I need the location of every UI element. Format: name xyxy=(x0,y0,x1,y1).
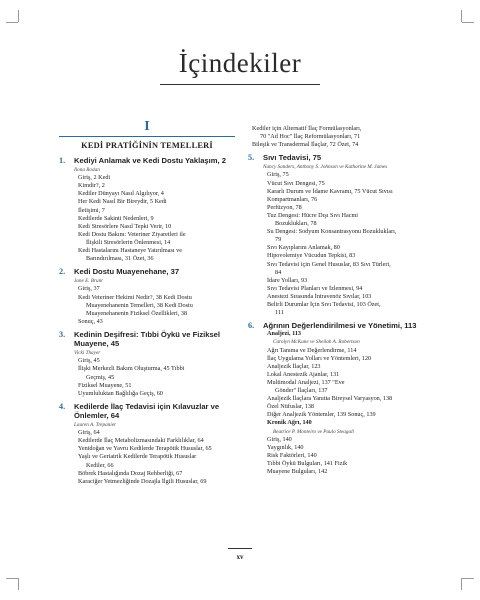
toc-entry: Kimdir?, 2 xyxy=(78,182,105,190)
crop-mark xyxy=(461,10,462,22)
continued-entries xyxy=(248,125,428,149)
toc-entry: Giriş, 2 Kedi xyxy=(78,174,111,182)
crop-mark xyxy=(18,578,19,590)
toc-entry: Kedilerde İlaç Metabolizmasındaki Farklılıklar, 64 xyxy=(78,437,204,445)
page-title: İçindekiler xyxy=(178,48,302,78)
title-divider xyxy=(160,84,320,85)
subsection-title: Kronik Ağrı, 140 xyxy=(267,419,312,427)
toc-entry: Yaşlı ve Geriatrik Kedilerde Terapötik Hususlar Kediler, 66 xyxy=(74,453,235,469)
right-chapter-list xyxy=(248,153,428,476)
crop-mark xyxy=(18,10,19,22)
toc-entry: Her Kedi Nasıl Bir Bireydir, 5 Kedi xyxy=(78,198,167,206)
part-number: I xyxy=(144,119,150,134)
chapter-title: Kedinin Deşifresi: Tıbbi Öykü ve Fiziksel Muayene, 45 xyxy=(74,329,221,349)
toc-entry-continuation: Bozuklukları, 78 xyxy=(275,220,317,228)
chapter-author: Jane E. Brunt xyxy=(74,278,103,285)
chapter-block xyxy=(59,267,235,326)
toc-entry: Bileşik ve Transdermal İlaçlar, 72 Özet, 74 xyxy=(252,141,359,149)
toc-entry: Kedi Stresörlere Nasıl Tepki Verir, 10 xyxy=(78,222,172,230)
toc-entry: Kediler için Alternatif İlaç Formülasyonları, 70 "Ad Hoc" İlaç Reformülasyonları, 71 xyxy=(248,125,428,141)
chapter-author: Vicki Thayer xyxy=(74,350,101,357)
toc-entry: Giriş, 75 xyxy=(267,171,289,179)
chapter-title: Sıvı Tedavisi, 75 xyxy=(263,153,322,163)
toc-entry: Kompartmanları, 76 xyxy=(267,195,318,203)
toc-entry: Risk Faktörleri, 140 xyxy=(267,451,317,459)
toc-entry-continuation: Muayenehanenin Temelleri, 38 Kedi Dostu xyxy=(86,301,193,309)
left-chapter-list xyxy=(59,156,235,486)
crop-mark xyxy=(6,578,18,579)
toc-entry: Böbrek Hastalığında Dozaj Rehberliği, 67 xyxy=(78,469,183,477)
toc-entry: İlişki Merkezli Bakım Oluşturma, 45 Tıbbi Geçmiş, 45 xyxy=(74,365,235,381)
toc-entry: Hipovolemiye Vücudun Tepkisi, 83 xyxy=(267,252,356,260)
crop-mark xyxy=(462,578,474,579)
toc-entry: Kararlı Durum ve İdame Kavramı, 75 Vücut Sıvısı xyxy=(267,187,393,195)
chapter-number: 5. xyxy=(248,153,255,163)
chapter-number: 1. xyxy=(59,156,66,165)
chapter-block xyxy=(248,321,428,476)
toc-entry-continuation: Kediler, 66 xyxy=(86,461,114,469)
toc-entry: Giriş, 37 xyxy=(78,285,100,293)
subsection-title: Analjezi, 113 xyxy=(267,330,302,338)
chapter-number: 4. xyxy=(59,401,66,411)
chapter-title: Ağrının Değerlendirilmesi ve Yönetimi, 113 xyxy=(263,321,417,331)
toc-entry: Diğer Analjezik Yöntemler, 139 Sonuç, 139 xyxy=(267,411,376,419)
toc-entry: Vücut Sıvı Dengesi, 75 xyxy=(267,179,325,187)
chapter-title: Kediyi Anlamak ve Kedi Dostu Yaklaşım, 2 xyxy=(74,156,226,165)
toc-entry-continuation: Gönder" İlaçları, 137 xyxy=(275,387,328,395)
toc-entry: Kedi Dostu Bakım: Veteriner Ziyaretleri ile İlişkili Stresörlerin Önlenmesi, 14 xyxy=(74,231,235,247)
toc-entry: Kedilerde Sakinti Nedenleri, 9 xyxy=(78,214,154,222)
chapter-author: Lauren A. Trepanier xyxy=(74,422,117,429)
chapter-author: Ilona Rodan xyxy=(74,167,100,174)
crop-mark xyxy=(462,22,474,23)
toc-entry: Su Dengesi: Sodyum Konsantrasyonu Bozuklukları, 79 xyxy=(263,228,428,244)
toc-entry: Fiziksel Muayene, 51 xyxy=(78,381,132,389)
toc-entry: Giriş, 140 xyxy=(267,435,292,443)
toc-entry: Giriş, 45 xyxy=(78,357,100,365)
toc-entry-continuation: Barındırılması, 31 Özet, 36 xyxy=(86,255,154,263)
toc-entry: Sıvı Tedavisi Planları ve İzlenmesi, 94 xyxy=(267,284,363,292)
crop-mark xyxy=(461,578,462,590)
part-title: KEDİ PRATİĞİNİN TEMELLERİ xyxy=(81,141,213,150)
toc-entry: İlaç Uygulama Yolları ve Yöntemleri, 120 xyxy=(267,354,372,362)
toc-entry: Multimodal Analjezi, 137 "Eve Gönder" İlaçları, 137 xyxy=(263,379,428,395)
toc-entry: Sıvı Tedavisi için Genel Hususlar, 83 Sıvı Türleri, 84 xyxy=(263,261,428,277)
toc-entry-continuation: 111 xyxy=(275,309,284,317)
toc-entry: Giriş, 64 xyxy=(78,429,100,437)
toc-right-column xyxy=(248,125,428,476)
toc-entry: Lokal Anestezik Ajanlar, 131 xyxy=(267,370,340,378)
chapter-number: 3. xyxy=(59,329,66,339)
chapter-number: 6. xyxy=(248,321,255,331)
toc-left-column xyxy=(59,120,235,486)
toc-entry: Yenidoğan ve Yavru Kedilerde Terapötik Hususlar, 65 xyxy=(78,445,212,453)
toc-entry: Uyumluluktan Bağlılığa Geçiş, 60 xyxy=(78,389,163,397)
toc-entry: İletişimi, 7 xyxy=(78,206,105,214)
subsection-author: Carolyn McKune ve Sheilah A. Robertson xyxy=(273,339,360,346)
toc-entry: Analjezik İlaçlar, 123 xyxy=(267,362,321,370)
toc-entry-continuation: İlişkili Stresörlerin Önlenmesi, 14 xyxy=(86,238,171,246)
toc-entry: Kedi Veteriner Hekimi Nedir?, 38 Kedi Dostu Muayenehanenin Temelleri, 38 Kedi Dostu Muayenehanenin Fiziksel Özellikleri, 38 xyxy=(74,294,235,318)
toc-entry: Tıbbi Öykü Bulguları, 141 Fizik xyxy=(267,459,348,467)
chapter-block xyxy=(59,330,235,398)
toc-entry: Anestezi Sırasında İntravenöz Sıvılar, 103 xyxy=(267,292,372,300)
toc-entry: Sonuç, 43 xyxy=(78,317,103,325)
chapter-block xyxy=(59,156,235,263)
subsection-author: Beatrice P. Monteiro ve Paulo Steagall xyxy=(273,428,354,435)
toc-entry: Yaygınlık, 140 xyxy=(267,443,304,451)
chapter-title: Kedi Dostu Muayenehane, 37 xyxy=(74,267,180,277)
chapter-block xyxy=(59,402,235,486)
chapter-number: 2. xyxy=(59,267,66,277)
toc-entry: Analjezik İlaçlara Yanıtta Bireysel Varyasyon, 138 xyxy=(267,395,393,403)
toc-entry: Belirli Durumlar İçin Sıvı Tedavisi, 103 Özet, 111 xyxy=(263,301,428,317)
toc-entry: Özel Nüfuslar, 138 xyxy=(267,403,315,411)
toc-entry: Kediler Dünyayı Nasıl Algılıyor, 4 xyxy=(78,190,164,198)
toc-entry: Ağrı Tanıma ve Değerlendirme, 114 xyxy=(267,346,357,354)
part-divider xyxy=(59,136,235,137)
toc-entry-continuation: Geçmiş, 45 xyxy=(86,373,115,381)
footer-divider xyxy=(228,548,252,549)
toc-entry: Muayene Bulguları, 142 xyxy=(267,467,328,475)
crop-mark xyxy=(6,22,18,23)
toc-entry: Perfüzyon, 78 xyxy=(267,203,302,211)
toc-entry: Sıvı Kayıplarını Anlamak, 80 xyxy=(267,244,340,252)
toc-entry: Tuz Dengesi: Hücre Dışı Sıvı Hacmi Bozuklukları, 78 xyxy=(263,212,428,228)
toc-entry: Kedi Hastalarını Hastaneye Yatırılması ve Barındırılması, 31 Özet, 36 xyxy=(74,247,235,263)
toc-entry-continuation: Muayenehanenin Fiziksel Özellikleri, 38 xyxy=(86,309,188,317)
chapter-block xyxy=(248,153,428,317)
toc-entry-continuation: 70 "Ad Hoc" İlaç Reformülasyonları, 71 xyxy=(260,133,361,141)
toc-entry-continuation: 79 xyxy=(275,236,282,244)
toc-entry: Karaciğer Yetmezliğinde Dozajla İlgili Hususlar, 69 xyxy=(78,477,207,485)
toc-entry-continuation: 84 xyxy=(275,268,282,276)
chapter-title: Kedilerde İlaç Tedavisi için Kılavuzlar ve Önlemler, 64 xyxy=(74,401,220,420)
toc-entry: İdare Yolları, 93 xyxy=(267,276,308,284)
page-number: xv xyxy=(236,553,244,561)
chapter-author: Nancy Sanders, Anthony S. Johnson ve Katharine M. James xyxy=(263,164,388,171)
